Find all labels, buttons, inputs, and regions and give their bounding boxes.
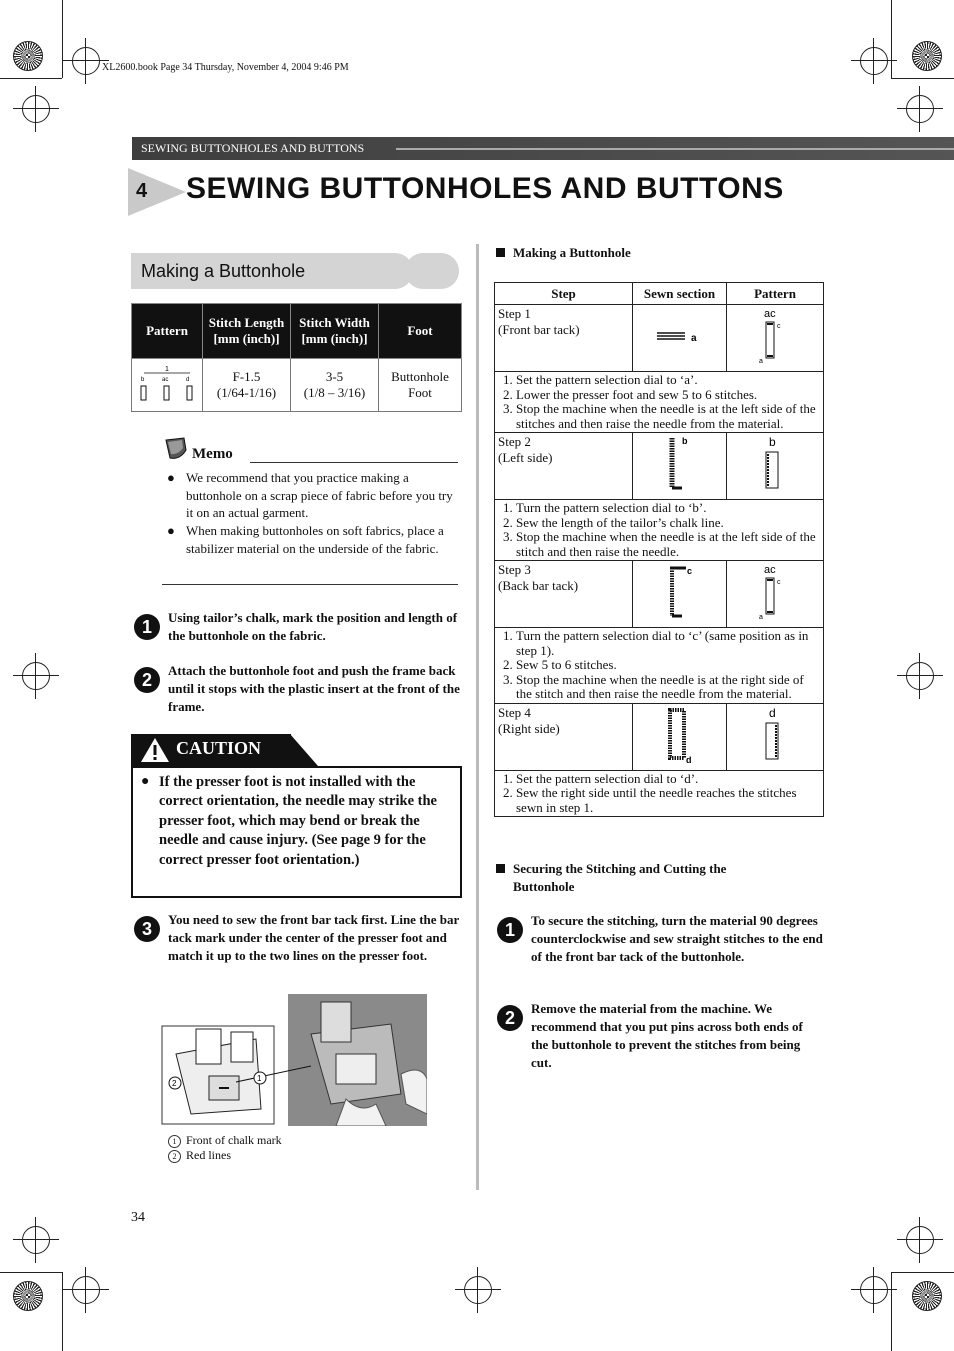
instruction-cell: 1. Set the pattern selection dial to ‘d’. 2. Sew the right side until the needle reaches the stitches sewn in step 1. — [495, 770, 824, 817]
col-step: Step — [495, 283, 633, 305]
crosshair-icon — [860, 47, 888, 75]
subheading-securing: Securing the Stitching and Cutting the Buttonhole — [496, 860, 796, 896]
instruction-cell: 1. Turn the pattern selection dial to ‘b’. 2. Sew the length of the tailor’s chalk line. 3. Stop the machine when the needle is at the left side of the stitch and then raise the needle. — [495, 500, 824, 561]
svg-text:c: c — [777, 323, 781, 330]
column-divider — [476, 244, 479, 1190]
step-cell: Step 1 (Front bar tack) — [495, 305, 633, 372]
right-side-stitch-icon — [660, 705, 700, 765]
section-title: Making a Buttonhole — [141, 261, 306, 281]
crosshair-icon — [464, 1276, 492, 1304]
step-cell: Step 3 (Back bar tack) — [495, 561, 633, 628]
buttonhole-pattern-icon — [136, 362, 198, 404]
step-number-icon: 3 — [134, 916, 160, 942]
svg-text:a: a — [759, 358, 763, 365]
memo-item: We recommend that you practice making a buttonhole on a scrap piece of fabric before you try it on an actual garment. — [186, 470, 453, 520]
sewn-section-cell — [633, 305, 727, 372]
crosshair-icon — [906, 1226, 934, 1254]
pattern-label-b: b — [141, 377, 145, 383]
header-rule — [396, 148, 954, 150]
right-side-pattern-icon — [758, 705, 792, 765]
step-number-icon: 2 — [134, 667, 160, 693]
page-number: 34 — [131, 1210, 145, 1225]
step-text: To secure the stitching, turn the material 90 degrees counterclockwise and sew straight stitches to the end of the front bar tack of the buttonhole. — [531, 913, 823, 964]
warning-icon — [140, 737, 170, 763]
caution-label: CAUTION — [176, 738, 262, 758]
stitch-width-cell: 3-5 (1/8 – 3/16) — [291, 359, 379, 412]
step-number-icon: 1 — [134, 614, 160, 640]
bullet-icon: ● — [167, 523, 175, 538]
bar-tack-pattern-icon — [758, 562, 792, 622]
stitch-length-cell: F-1.5 (1/64-1/16) — [203, 359, 291, 412]
step-cell: Step 4 (Right side) — [495, 703, 633, 770]
running-header-title: SEWING BUTTONHOLES AND BUTTONS — [141, 141, 365, 155]
foot-cell: Buttonhole Foot — [379, 359, 462, 412]
back-bar-tack-stitch-icon — [660, 562, 700, 622]
stitch-settings-table — [131, 303, 462, 412]
left-side-stitch-icon — [660, 434, 700, 494]
pattern-cell — [727, 305, 824, 372]
step-text: Attach the buttonhole foot and push the frame back until it stops with the plastic insert at the front of the frame. — [168, 663, 460, 714]
instruction-cell: 1. Turn the pattern selection dial to ‘c’ (same position as in step 1). 2. Sew 5 to 6 stitches. 3. Stop the machine when the needle is at the right side of the stitch and then raise the needle from the material. — [495, 628, 824, 704]
crosshair-icon — [22, 95, 50, 123]
col-foot: Foot — [379, 304, 462, 359]
instruction-cell: 1. Set the pattern selection dial to ‘a’. 2. Lower the presser foot and sew 5 to 6 stitches. 3. Stop the machine when the needle is at the left side of the stitches and then raise the needle from the material. — [495, 372, 824, 433]
memo-title: Memo — [192, 446, 233, 462]
legend-number-icon: 1 — [168, 1135, 181, 1148]
step-number-icon: 1 — [497, 917, 523, 943]
col-stitch-width: Stitch Width [mm (inch)] — [291, 304, 379, 359]
registration-burst-icon — [13, 1281, 43, 1311]
figure-callout-2: 2 — [172, 1079, 177, 1088]
col-pattern: Pattern — [727, 283, 824, 305]
bar-tack-pattern-icon — [758, 306, 792, 366]
memo-item: When making buttonholes on soft fabrics, place a stabilizer material on the underside of the fabric. — [186, 523, 444, 556]
caution-text: If the presser foot is not installed with the correct orientation, the needle may strike the presser foot, which may bend or break the needle and cause injury. (See page 9 for the correct presser foot orientation.) — [159, 774, 437, 868]
crosshair-icon — [906, 662, 934, 690]
svg-text:b: b — [681, 436, 687, 446]
pattern-label-d: d — [186, 377, 190, 383]
chapter-title: SEWING BUTTONHOLES AND BUTTONS — [186, 172, 784, 205]
pattern-cell — [132, 359, 203, 412]
crosshair-icon — [906, 95, 934, 123]
svg-text:ac: ac — [764, 308, 776, 320]
svg-text:b: b — [769, 435, 776, 449]
crosshair-icon — [860, 1276, 888, 1304]
presser-foot-illustration — [161, 994, 427, 1126]
crosshair-icon — [72, 47, 100, 75]
step-text: You need to sew the front bar tack first. Line the bar tack mark under the center of the presser foot and match it up to the two lines on the presser foot. — [168, 912, 460, 963]
section-tab-end — [405, 253, 459, 289]
memo-rule — [250, 462, 458, 463]
registration-burst-icon — [912, 41, 942, 71]
svg-text:d: d — [769, 705, 776, 720]
crosshair-icon — [72, 1276, 100, 1304]
pattern-cell — [727, 561, 824, 628]
buttonhole-steps-table — [494, 282, 824, 817]
svg-text:1: 1 — [165, 366, 169, 373]
svg-text:c: c — [777, 579, 781, 586]
step-number-icon: 2 — [497, 1005, 523, 1031]
col-sewn-section: Sewn section — [633, 283, 727, 305]
step-text: Using tailor’s chalk, mark the position and length of the buttonhole on the fabric. — [168, 610, 458, 643]
svg-text:a: a — [690, 333, 697, 344]
front-bar-tack-stitch-icon — [655, 326, 705, 346]
subheading-making-buttonhole: Making a Buttonhole — [496, 245, 631, 261]
crosshair-icon — [22, 1226, 50, 1254]
figure-legend: 1 Front of chalk mark 2 Red lines — [168, 1133, 282, 1163]
memo-icon — [162, 436, 190, 462]
left-side-pattern-icon — [758, 434, 792, 494]
svg-text:ac: ac — [764, 564, 776, 576]
caution-tab-slant — [290, 734, 318, 766]
legend-number-icon: 2 — [168, 1150, 181, 1163]
svg-text:d: d — [685, 754, 691, 765]
pattern-cell — [727, 703, 824, 770]
bullet-icon: ● — [141, 774, 150, 789]
svg-text:a: a — [759, 614, 763, 621]
bullet-icon: ● — [167, 470, 175, 485]
step-text: Remove the material from the machine. We recommend that you put pins across both ends of the buttonhole to prevent the stitches from being cut. — [531, 1001, 803, 1070]
sewn-section-cell — [633, 561, 727, 628]
square-bullet-icon — [496, 864, 505, 873]
chapter-number: 4 — [136, 180, 148, 202]
figure-callout-1: 1 — [257, 1074, 262, 1083]
col-pattern: Pattern — [132, 304, 203, 359]
step-cell: Step 2 (Left side) — [495, 433, 633, 500]
svg-text:c: c — [686, 566, 692, 576]
col-stitch-length: Stitch Length [mm (inch)] — [203, 304, 291, 359]
crosshair-icon — [22, 662, 50, 690]
pattern-cell — [727, 433, 824, 500]
sewn-section-cell — [633, 703, 727, 770]
registration-burst-icon — [912, 1281, 942, 1311]
sewn-section-cell — [633, 433, 727, 500]
pattern-label-ac: ac — [162, 377, 169, 383]
square-bullet-icon — [496, 248, 505, 257]
print-info: XL2600.book Page 34 Thursday, November 4, 2004 9:46 PM — [102, 62, 349, 73]
registration-burst-icon — [13, 41, 43, 71]
memo-bottom-rule — [162, 584, 458, 585]
